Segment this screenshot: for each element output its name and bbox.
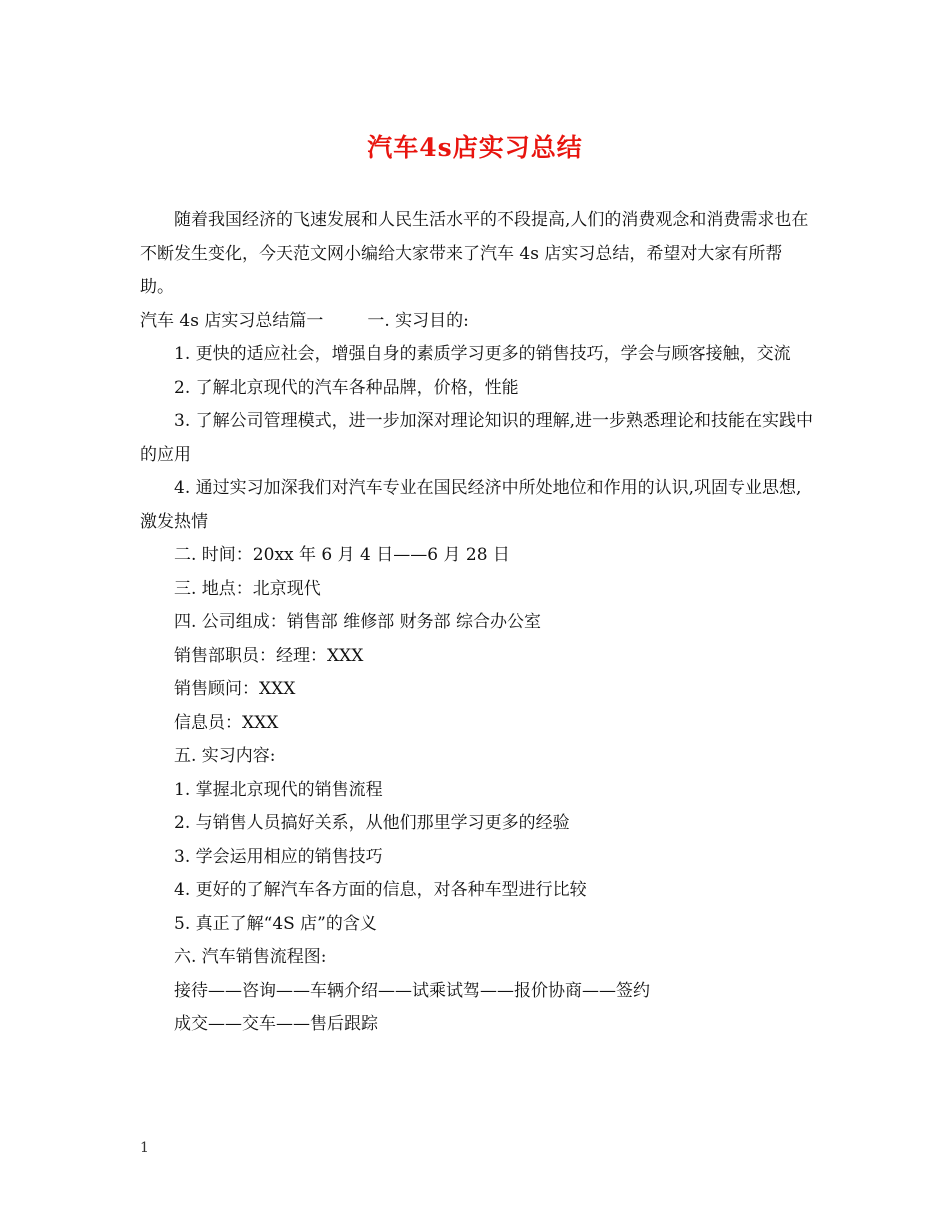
purpose-item-1: 1. 更快的适应社会，增强自身的素质学习更多的销售技巧，学会与顾客接触，交流 xyxy=(174,344,791,364)
intro-paragraph: 随着我国经济的飞速发展和人民生活水平的不段提高,人们的消费观念和消费需求也在不断发生变化，今天范文网小编给大家带来了汽车 4s 店实习总结，希望对大家有所帮助。 xyxy=(140,210,809,297)
content-item-1: 1. 掌握北京现代的销售流程 xyxy=(174,779,383,800)
page-number: 1 xyxy=(140,1140,149,1156)
content-item-3: 3. 学会运用相应的销售技巧 xyxy=(174,846,383,867)
flow-line-2: 成交——交车——售后跟踪 xyxy=(174,1014,378,1034)
purpose-item-2: 2. 了解北京现代的汽车各种品牌，价格，性能 xyxy=(174,377,519,398)
staff-info-line: 信息员：XXX xyxy=(174,712,279,733)
section-line xyxy=(140,305,816,339)
staff-consultant-line: 销售顾问：XXX xyxy=(174,679,296,699)
content-heading: 五. 实习内容: xyxy=(174,746,276,766)
purpose-heading: 一. 实习目的: xyxy=(367,310,469,331)
content-item-5: 5. 真正了解“4S 店”的含义 xyxy=(174,913,377,934)
content-item-2: 2. 与销售人员搞好关系，从他们那里学习更多的经验 xyxy=(174,813,570,833)
staff-manager-line: 销售部职员：经理：XXX xyxy=(174,645,364,666)
flow-heading: 六. 汽车销售流程图: xyxy=(174,947,327,967)
company-line: 四. 公司组成：销售部 维修部 财务部 综合办公室 xyxy=(174,612,542,632)
document-body xyxy=(140,204,816,1042)
section-label: 汽车 4s 店实习总结篇一 xyxy=(140,310,324,331)
content-item-4: 4. 更好的了解汽车各方面的信息，对各种车型进行比较 xyxy=(174,880,587,900)
purpose-item-3: 3. 了解公司管理模式，进一步加深对理论知识的理解,进一步熟悉理论和技能在实践中的应用 xyxy=(140,411,814,465)
document-title: 汽车4s店实习总结 xyxy=(367,133,583,162)
purpose-item-4: 4. 通过实习加深我们对汽车专业在国民经济中所处地位和作用的认识,巩固专业思想,激发热情 xyxy=(140,478,802,532)
time-line: 二. 时间：20xx 年 6 月 4 日——6 月 28 日 xyxy=(174,545,510,565)
place-line: 三. 地点：北京现代 xyxy=(174,578,321,599)
flow-line-1: 接待——咨询——车辆介绍——试乘试驾——报价协商——签约 xyxy=(174,980,650,1001)
